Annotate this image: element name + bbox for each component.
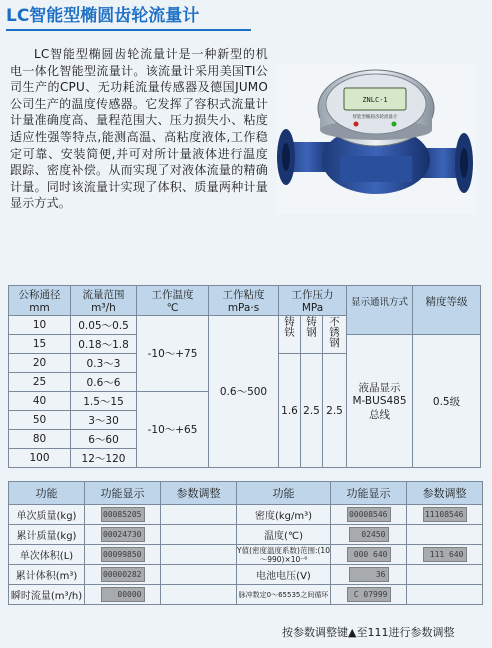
lcd-adjust: 111 640 [407, 545, 483, 565]
lcd-adjust: 11108546 [407, 505, 483, 525]
header-diameter: 公称通径 mm [9, 286, 71, 316]
cell-temp-range-2: -10～+65 [137, 392, 209, 468]
lcd-display: 000 640 [331, 545, 407, 565]
cell-pressure-cast-steel: 2.5 [301, 354, 323, 468]
intro-paragraph: LC智能型椭圆齿轮流量计是一种新型的机电一体化智能型流量计。该流量计采用美国TI公司生产的CPU、无功耗流量传感器及德国JUMO公司生产的温度传感器。它发挥了容积式流量计计量准确度高、量程范围大、压力损失小、粘度适应性强等特点,能测高温、高粘度液体,工作稳定可靠、安装简便,并可对所计量液体进行温度跟踪、密度补偿。从而实现了对液体流量的精确计量。同时该流量计实现了体积、质量两种计量显示方式。 [10, 47, 268, 211]
func-name: 累计质量(kg) [9, 525, 85, 545]
header-temp: 工作温度 ℃ [137, 286, 209, 316]
lcd-display: 00085205 [85, 505, 161, 525]
cell-dn: 25 [9, 373, 71, 392]
spec-table [8, 285, 481, 468]
adjust-cell [161, 545, 237, 565]
cell-dn: 15 [9, 335, 71, 354]
lcd-display: 00000 [85, 585, 161, 605]
title-bar [6, 4, 306, 28]
flowmeter-photo [276, 64, 476, 214]
lcd-display: C 07999 [331, 585, 407, 605]
page-title: LC智能型椭圆齿轮流量计 [6, 6, 200, 26]
cell-temp-range-1: -10～+75 [137, 316, 209, 392]
cell-flow: 3～30 [71, 411, 137, 430]
cell-pressure-sub-cast-iron: 铸铁 [279, 316, 301, 354]
func-name: 脉冲数定0～65535之间循环 [237, 585, 331, 605]
cell-flow: 0.3～3 [71, 354, 137, 373]
cell-display-method: 液晶显示 M-BUS485 总线 [347, 335, 413, 468]
cell-flow: 12～120 [71, 449, 137, 468]
func-header: 功能 [9, 482, 85, 505]
header-flow: 流量范围 m³/h [71, 286, 137, 316]
lcd-display: 00000282 [85, 565, 161, 585]
func-name: 密度(kg/m³) [237, 505, 331, 525]
func-header: 功能显示 [331, 482, 407, 505]
photo-display-sub: 智能型椭圆齿轮流量计 [352, 115, 398, 120]
cell-dn: 40 [9, 392, 71, 411]
adjust-cell [161, 585, 237, 605]
header-grade: 精度等级 [413, 286, 481, 335]
photo-display-text: ZNLC-1 [362, 96, 388, 104]
cell-dn: 10 [9, 316, 71, 335]
adjust-cell [407, 525, 483, 545]
adjust-cell [407, 585, 483, 605]
cell-pressure-cast-iron: 1.6 [279, 354, 301, 468]
func-header: 功能 [237, 482, 331, 505]
cell-grade-value: 0.5级 [413, 335, 481, 468]
func-header: 参数调整 [407, 482, 483, 505]
adjust-cell [161, 525, 237, 545]
header-pressure: 工作压力 MPa [279, 286, 347, 316]
cell-dn: 20 [9, 354, 71, 373]
cell-viscosity-range: 0.6～500 [209, 316, 279, 468]
cell-dn: 50 [9, 411, 71, 430]
lcd-display: 00008546 [331, 505, 407, 525]
adjust-cell [161, 565, 237, 585]
cell-pressure-sub-stainless: 不锈钢 [323, 316, 347, 354]
func-name: 电池电压(V) [237, 565, 331, 585]
cell-dn: 80 [9, 430, 71, 449]
lcd-display: 02450 [331, 525, 407, 545]
adjust-cell [407, 565, 483, 585]
adjust-cell [161, 505, 237, 525]
title-underline [6, 29, 251, 31]
lcd-display: 36 [331, 565, 407, 585]
func-name: 累计体积(m³) [9, 565, 85, 585]
cell-flow: 0.05～0.5 [71, 316, 137, 335]
func-name: 单次体积(L) [9, 545, 85, 565]
lcd-display: 00024730 [85, 525, 161, 545]
header-viscosity: 工作粘度 mPa·s [209, 286, 279, 316]
cell-flow: 0.6～6 [71, 373, 137, 392]
header-display: 显示通讯方式 [347, 286, 413, 335]
cell-dn: 100 [9, 449, 71, 468]
cell-pressure-stainless: 2.5 [323, 354, 347, 468]
cell-flow: 6～60 [71, 430, 137, 449]
func-header: 功能显示 [85, 482, 161, 505]
lcd-display: 00099850 [85, 545, 161, 565]
func-name: 单次质量(kg) [9, 505, 85, 525]
cell-pressure-sub-cast-steel: 铸钢 [301, 316, 323, 354]
func-name: 瞬时流量(m³/h) [9, 585, 85, 605]
func-name: Y值(密度温度系数)范围:(10～990)×10⁻⁶ [237, 545, 330, 564]
cell-flow: 0.18～1.8 [71, 335, 137, 354]
function-table [8, 481, 483, 605]
cell-flow: 1.5～15 [71, 392, 137, 411]
func-header: 参数调整 [161, 482, 237, 505]
func-name: 温度(℃) [237, 525, 331, 545]
footer-instruction: 按参数调整键▲至111进行参数调整 [282, 626, 455, 639]
